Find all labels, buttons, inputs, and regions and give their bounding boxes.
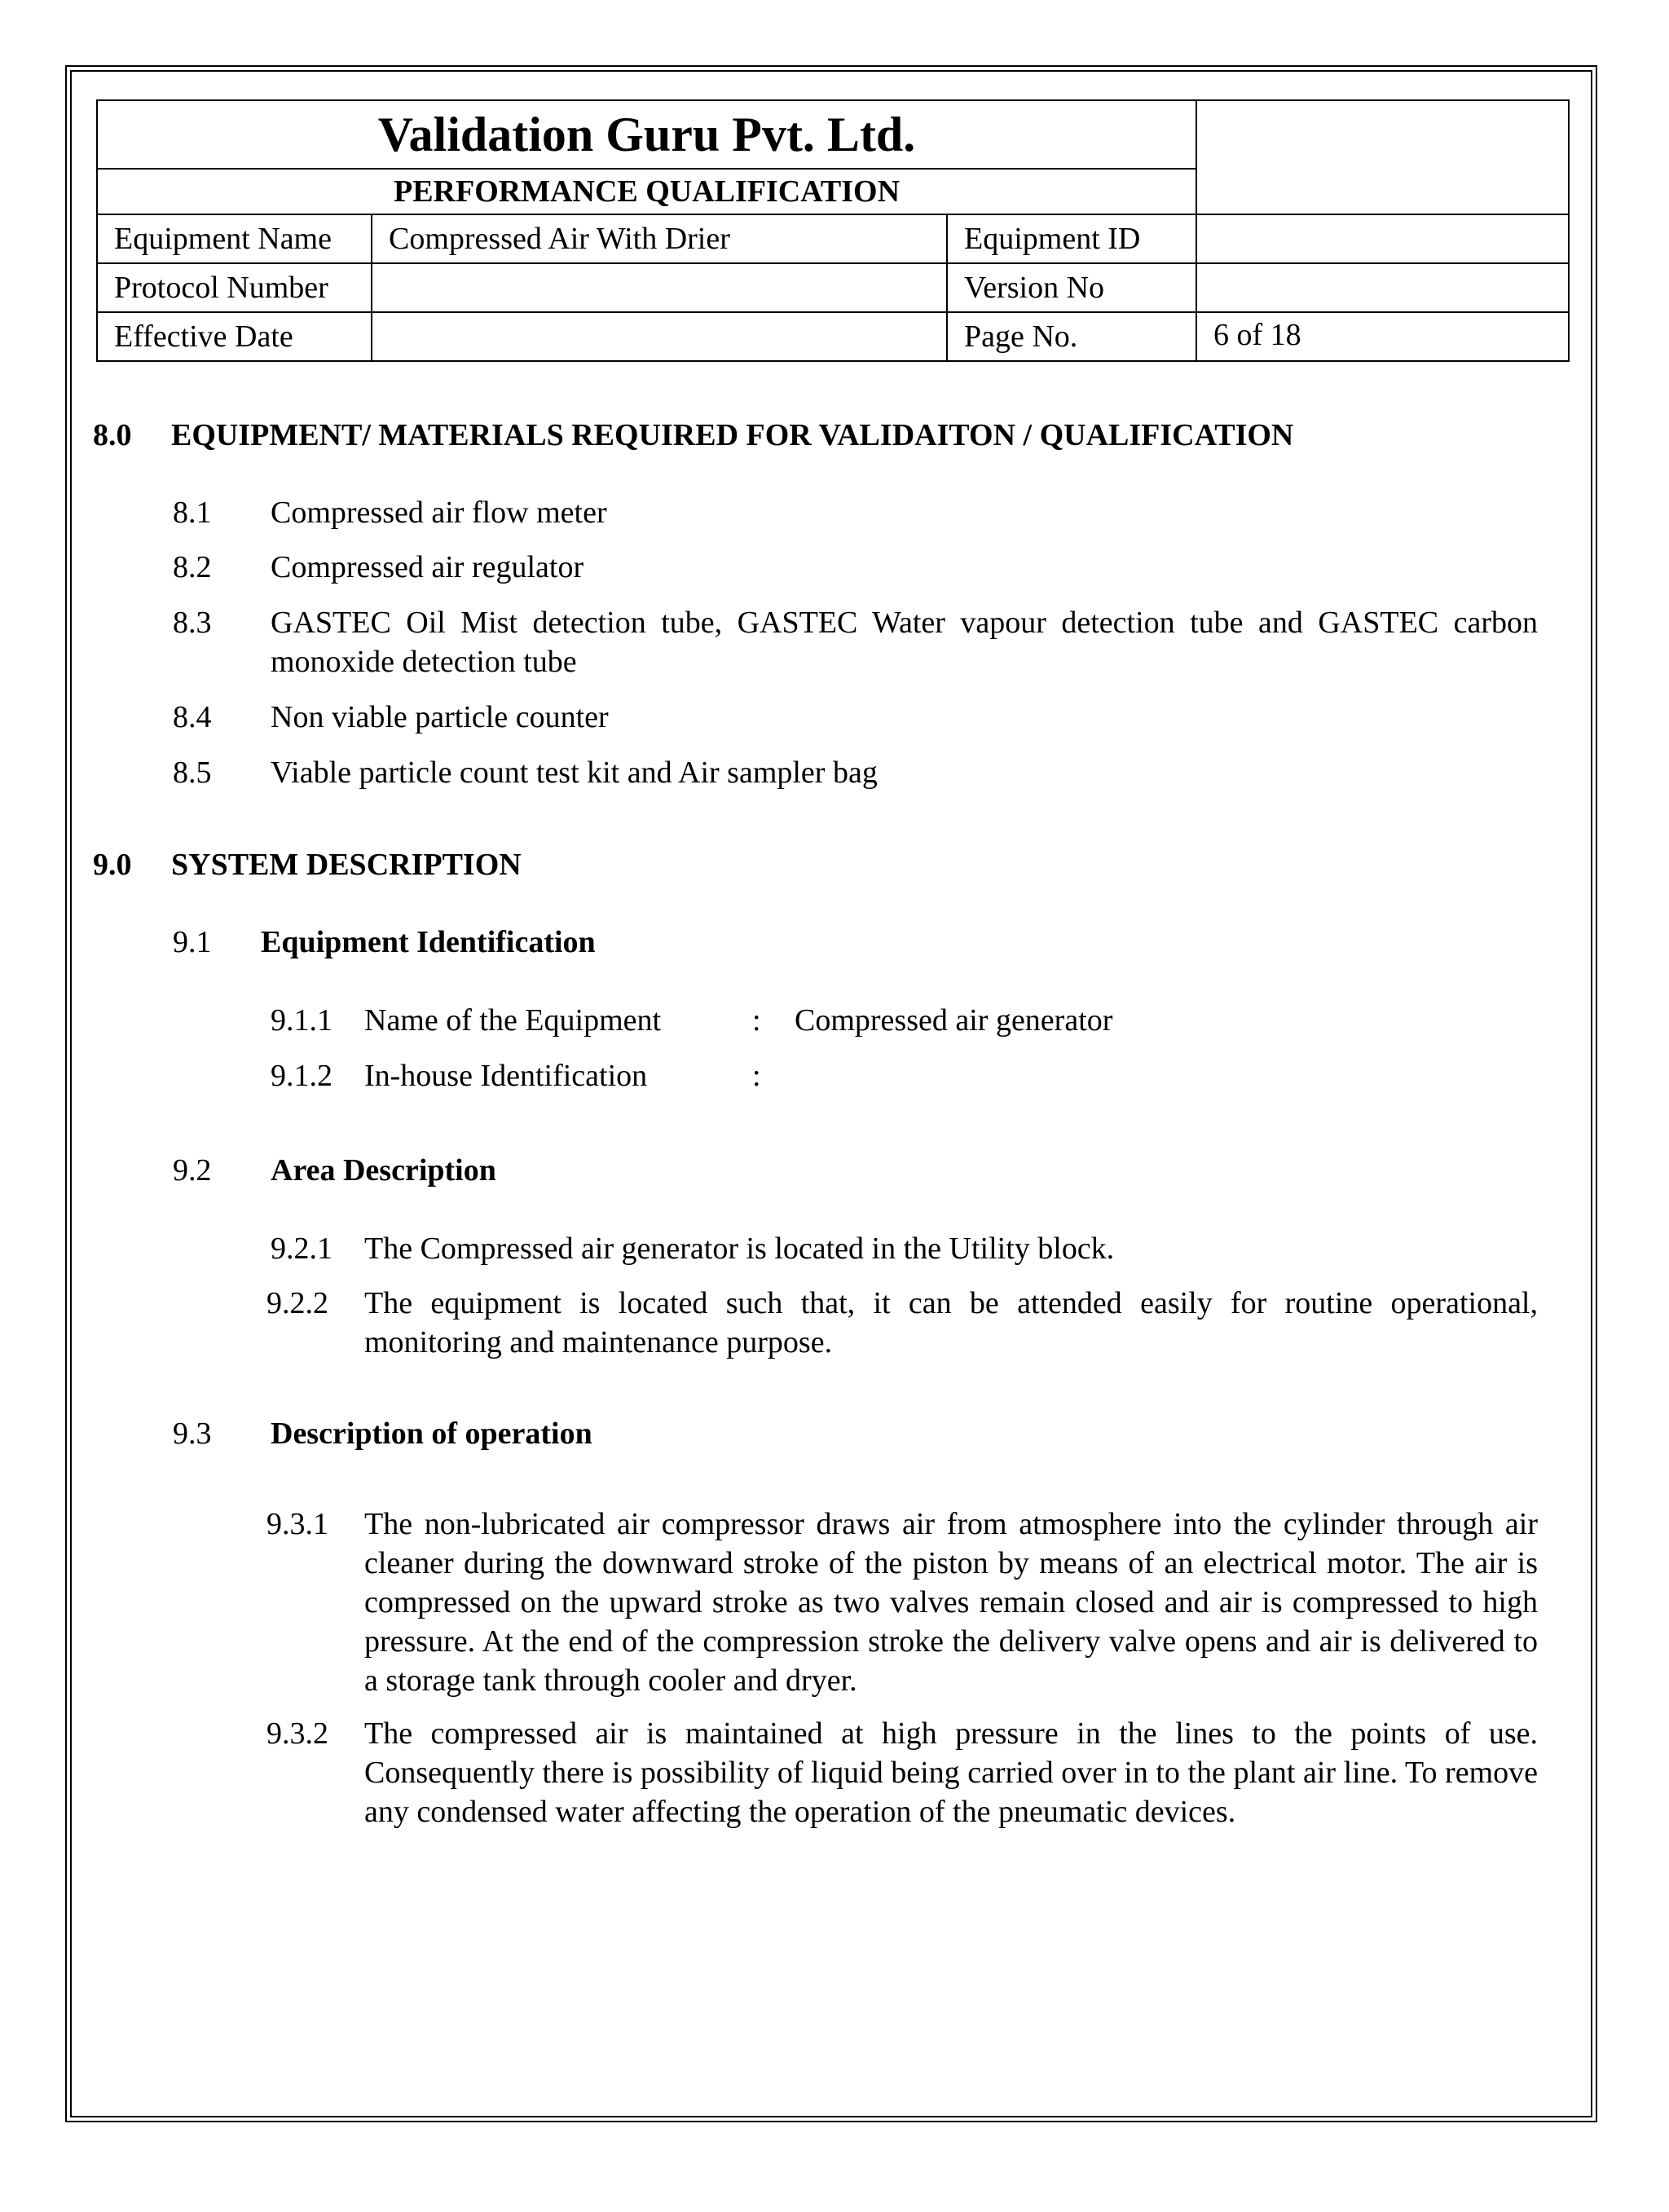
equipment-id-value: [1196, 214, 1569, 263]
item-9-3-2-number: 9.3.2: [266, 1716, 328, 1751]
protocol-number-label: Protocol Number: [97, 263, 372, 312]
item-9-3-1-number: 9.3.1: [266, 1507, 328, 1541]
effective-date-value: [372, 312, 947, 361]
effective-date-label: Effective Date: [97, 312, 372, 361]
page-no-label: Page No.: [947, 312, 1196, 361]
item-9-2-2-number: 9.2.2: [266, 1286, 328, 1320]
item-8-2-number: 8.2: [173, 550, 212, 584]
item-9-2-2-text: The equipment is located such that, it can be attended easily for routine operational, monitoring and maintenance purpose.: [364, 1286, 1538, 1359]
item-9-1-2-number: 9.1.2: [271, 1059, 332, 1093]
subsection-9-1-number: 9.1: [173, 925, 212, 959]
document-header-table: [96, 99, 1570, 362]
item-9-1-2-separator: :: [752, 1059, 761, 1093]
equipment-name-label: Equipment Name: [97, 214, 372, 263]
section-9-title: SYSTEM DESCRIPTION: [171, 848, 522, 882]
item-8-5-text: Viable particle count test kit and Air sampler bag: [271, 756, 878, 790]
company-name: Validation Guru Pvt. Ltd.: [97, 100, 1196, 169]
item-8-2-text: Compressed air regulator: [271, 550, 584, 584]
item-9-1-1-number: 9.1.1: [271, 1003, 332, 1038]
subsection-9-3-number: 9.3: [173, 1417, 212, 1451]
item-8-4-number: 8.4: [173, 700, 212, 734]
section-9-number: 9.0: [93, 848, 132, 882]
subsection-9-2-number: 9.2: [173, 1153, 212, 1188]
item-9-1-1-value: Compressed air generator: [795, 1003, 1113, 1038]
item-8-3-text: GASTEC Oil Mist detection tube, GASTEC Water vapour detection tube and GASTEC carbon monoxide detection tube: [271, 606, 1538, 679]
subsection-9-1-title: Equipment Identification: [261, 925, 596, 959]
item-9-1-2-label: In-house Identification: [364, 1059, 648, 1093]
version-no-value: [1196, 263, 1569, 312]
item-9-3-2-text: The compressed air is maintained at high pressure in the lines to the points of use. Consequently there is possibility of liquid being carried over in to the plant air line. To remove any condensed water affecting the operation of the pneumatic devices.: [364, 1716, 1538, 1829]
item-9-1-1-separator: :: [752, 1003, 761, 1038]
subsection-9-3-title: Description of operation: [271, 1417, 592, 1451]
document-type: PERFORMANCE QUALIFICATION: [97, 169, 1196, 214]
section-8-title: EQUIPMENT/ MATERIALS REQUIRED FOR VALIDAITON / QUALIFICATION: [171, 418, 1294, 452]
section-8-number: 8.0: [93, 418, 132, 452]
protocol-number-value: [372, 263, 947, 312]
item-8-3-number: 8.3: [173, 606, 212, 640]
item-9-1-1-label: Name of the Equipment: [364, 1003, 662, 1038]
item-9-3-1-text: The non-lubricated air compressor draws air from atmosphere into the cylinder through air cleaner during the downward stroke of the piston by means of an electrical motor. The air is compressed on the upward stroke as two valves remain closed and air is compressed to high pressure. At the end of the compression stroke the delivery valve opens and air is delivered to a storage tank through cooler and dryer.: [364, 1507, 1538, 1698]
equipment-name-value: Compressed Air With Drier: [372, 214, 947, 263]
item-9-2-1-number: 9.2.1: [271, 1232, 332, 1266]
item-9-2-1-text: The Compressed air generator is located in the Utility block.: [364, 1232, 1115, 1266]
equipment-id-label: Equipment ID: [947, 214, 1196, 263]
item-8-1-number: 8.1: [173, 496, 212, 530]
logo-cell: [1196, 100, 1569, 214]
item-8-5-number: 8.5: [173, 756, 212, 790]
item-8-1-text: Compressed air flow meter: [271, 496, 607, 530]
version-no-label: Version No: [947, 263, 1196, 312]
page-no-value: 6 of 18: [1196, 312, 1569, 361]
subsection-9-2-title: Area Description: [271, 1153, 496, 1188]
item-8-4-text: Non viable particle counter: [271, 700, 609, 734]
